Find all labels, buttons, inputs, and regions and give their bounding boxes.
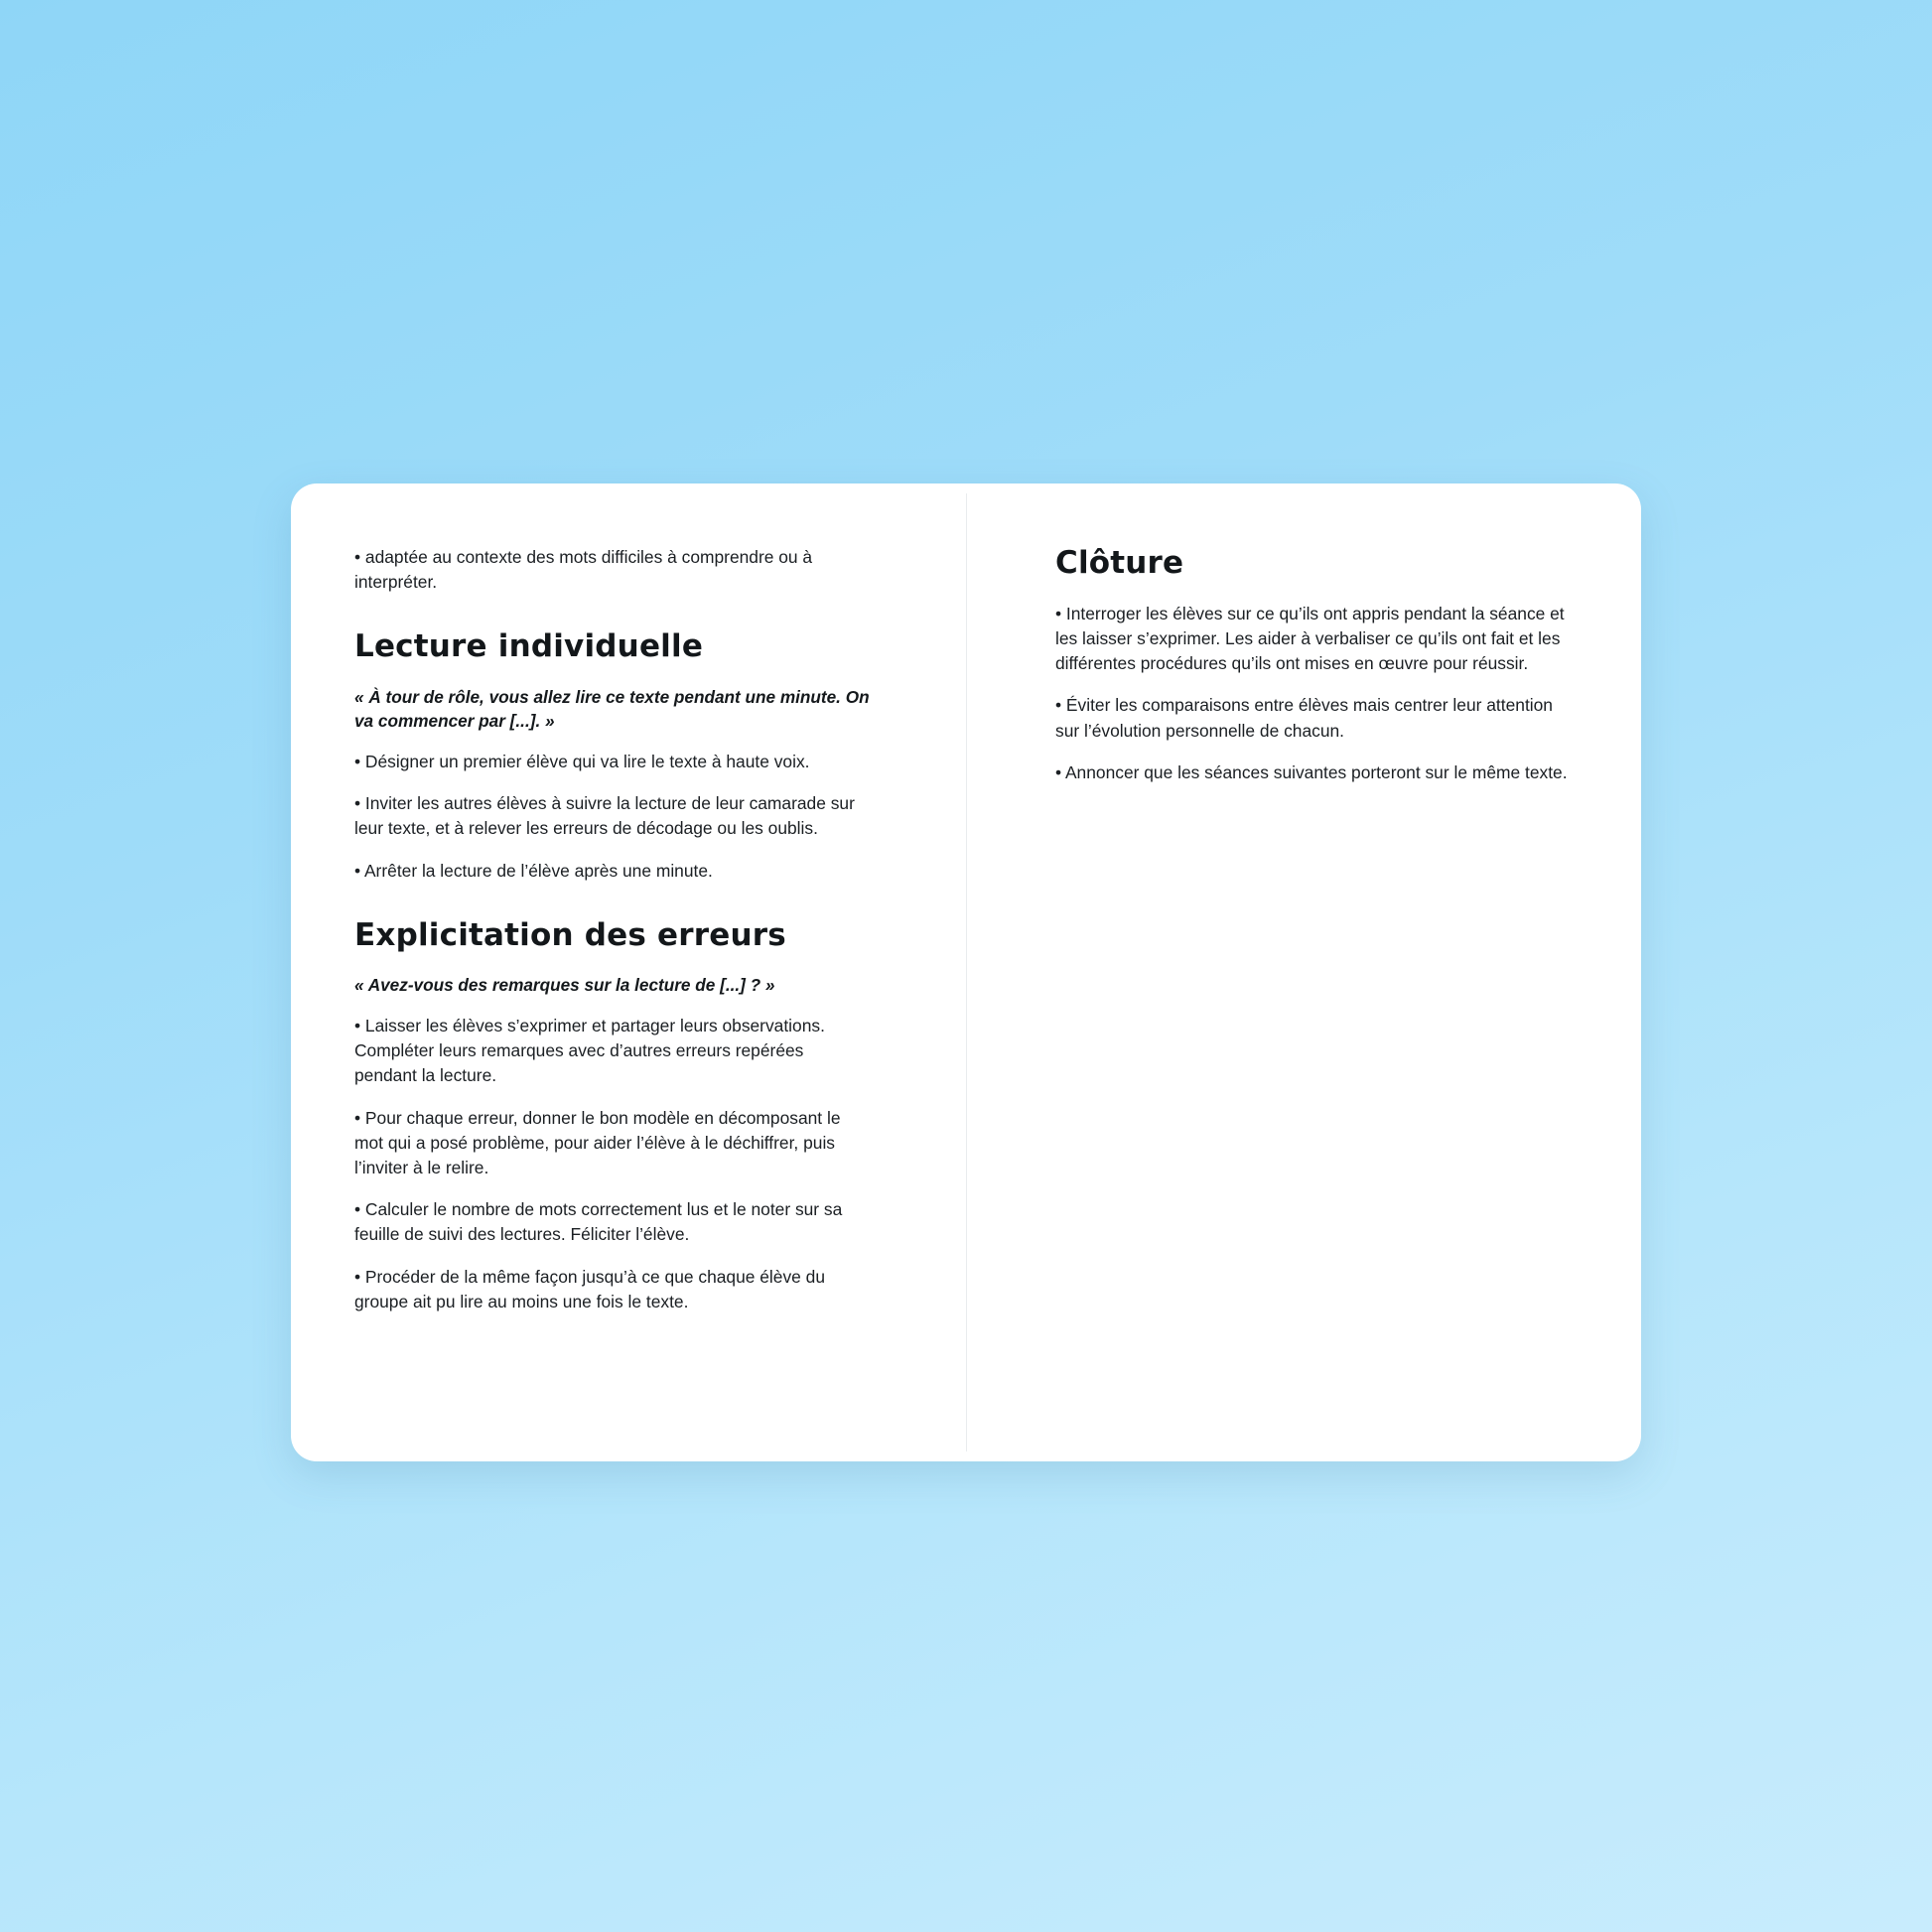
list-item: • Pour chaque erreur, donner le bon modèle en décomposant le mot qui a posé problème, pour aider l’élève à le déchiffrer, puis l’inviter à le relire. [354,1107,841,1177]
section-title-cloture: Clôture [1055,545,1184,581]
list-item: • Procéder de la même façon jusqu’à ce que chaque élève du groupe ait pu lire au moins une fois le texte. [354,1266,826,1311]
section-title-lecture-individuelle: Lecture individuelle [354,628,704,665]
bullet-list-explicitation-des-erreurs [354,1014,871,1314]
left-page [291,483,966,1461]
list-item: • Interroger les élèves sur ce qu’ils ont appris pendant la séance et les laisser s’exprimer. Les aider à verbaliser ce qu’ils ont fait et les différentes procédures qu’ils ont mises en œuvre pour réussir. [1055,603,1565,674]
right-page [966,483,1641,1461]
intro-paragraph: • adaptée au contexte des mots difficiles à comprendre ou à interpréter. [354,547,813,593]
list-item: • Annoncer que les séances suivantes porteront sur le même texte. [1055,761,1568,782]
book-spread [291,483,1641,1461]
list-item: • Calculer le nombre de mots correctement lus et le noter sur sa feuille de suivi des lectures. Féliciter l’élève. [354,1199,843,1245]
section-title-explicitation-des-erreurs: Explicitation des erreurs [354,916,786,953]
list-item: • Arrêter la lecture de l’élève après une minute. [354,860,713,881]
list-item: • Inviter les autres élèves à suivre la lecture de leur camarade sur leur texte, et à relever les erreurs de décodage ou les oublis. [354,793,855,839]
list-item: • Laisser les élèves s’exprimer et partager leurs observations. Compléter leurs remarques avec d’autres erreurs repérées pendant la lecture. [354,1015,825,1086]
section-quote-lecture-individuelle: « À tour de rôle, vous allez lire ce texte pendant une minute. On va commencer par [...]. » [354,687,870,732]
list-item: • Éviter les comparaisons entre élèves mais centrer leur attention sur l’évolution personnelle de chacun. [1055,695,1553,741]
list-item: • Désigner un premier élève qui va lire le texte à haute voix. [354,751,810,771]
bullet-list-lecture-individuelle [354,750,871,884]
bullet-list-cloture [1055,602,1572,785]
section-quote-explicitation-des-erreurs: « Avez-vous des remarques sur la lecture de [...] ? » [354,975,775,996]
